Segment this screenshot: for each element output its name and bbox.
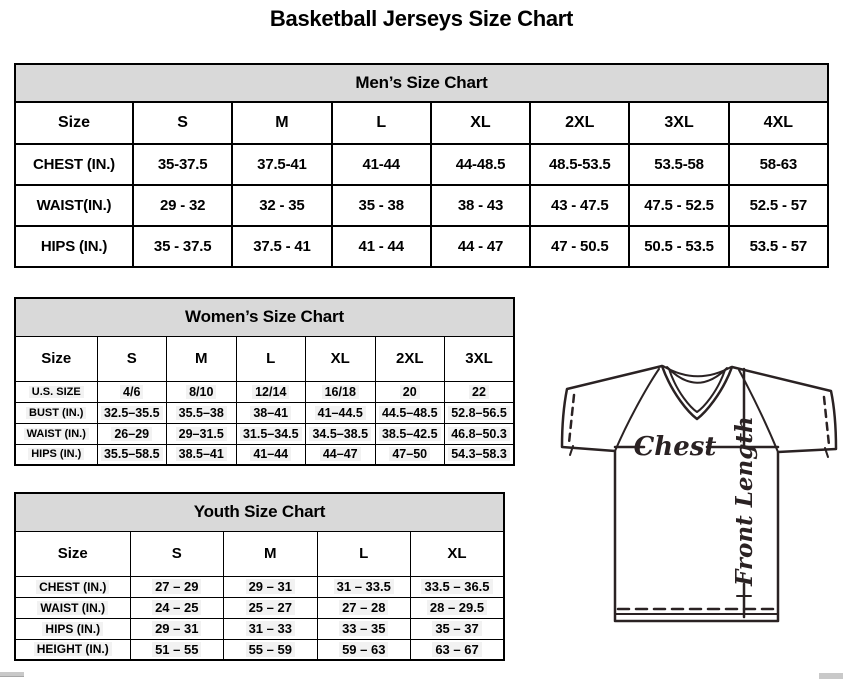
- size-cell: [445, 444, 515, 465]
- size-cell: [445, 402, 515, 423]
- size-cell: [232, 144, 331, 185]
- size-cell: [224, 576, 318, 597]
- column-header: [332, 102, 431, 144]
- size-cell: [375, 444, 445, 465]
- size-cell: [167, 444, 237, 465]
- size-cell: [130, 597, 224, 618]
- column-header: [130, 531, 224, 576]
- column-header: [224, 531, 318, 576]
- page-title: Basketball Jerseys Size Chart: [269, 6, 574, 31]
- size-cell-text: 47.5 - 52.5: [644, 197, 714, 214]
- size-cell: [133, 226, 232, 267]
- column-header: [236, 336, 306, 381]
- size-cell: [306, 402, 376, 423]
- row-label: [15, 597, 130, 618]
- size-cell: [236, 381, 306, 402]
- size-cell: [375, 423, 445, 444]
- table-title: [15, 64, 828, 102]
- size-cell: [332, 226, 431, 267]
- row-label: [15, 185, 133, 226]
- size-cell-text: 41 - 44: [358, 238, 404, 255]
- size-cell-text: 26–29: [111, 427, 152, 441]
- table-title-text: Women’s Size Chart: [185, 307, 344, 327]
- size-cell: [133, 144, 232, 185]
- size-cell-text: 52.8–56.5: [448, 406, 510, 420]
- size-cell-text: 35 - 37.5: [153, 238, 212, 255]
- size-cell-text: 46.8–50.3: [448, 427, 510, 441]
- size-cell: [629, 226, 728, 267]
- size-cell-text: 31 – 33.5: [334, 579, 394, 594]
- size-corner-header-text: Size: [57, 114, 90, 131]
- size-corner-header: [15, 531, 130, 576]
- column-header-text: 2XL: [565, 114, 595, 131]
- size-cell: [232, 185, 331, 226]
- column-header-text: 3XL: [664, 114, 694, 131]
- size-cell-text: 35.5–38: [176, 406, 227, 420]
- size-cell-text: 33 – 35: [339, 621, 388, 636]
- table-row: [15, 576, 504, 597]
- column-header: [306, 336, 376, 381]
- column-header: [133, 102, 232, 144]
- size-cell: [375, 402, 445, 423]
- row-label: [15, 381, 97, 402]
- size-cell-text: 48.5-53.5: [548, 156, 611, 173]
- size-cell-text: 27 – 29: [152, 579, 201, 594]
- size-cell-text: 58-63: [759, 156, 798, 173]
- column-header-text: S: [126, 350, 137, 367]
- size-cell-text: 44 - 47: [457, 238, 504, 255]
- row-label: [15, 423, 97, 444]
- size-cell-text: 22: [469, 385, 489, 399]
- size-cell-text: 51 – 55: [152, 642, 201, 657]
- table-row: [15, 639, 504, 660]
- table-title-row: [15, 298, 514, 336]
- column-header-text: S: [171, 545, 182, 562]
- size-cell-text: 38 - 43: [457, 197, 504, 214]
- size-cell: [530, 144, 629, 185]
- size-corner-header: [15, 102, 133, 144]
- row-label-text: WAIST(IN.): [36, 197, 112, 214]
- size-cell: [629, 144, 728, 185]
- size-cell-text: 47 - 50.5: [551, 238, 609, 255]
- size-cell: [224, 597, 318, 618]
- horizontal-scrollbar-right-fragment[interactable]: [819, 673, 843, 679]
- size-cell: [232, 226, 331, 267]
- column-header: [530, 102, 629, 144]
- row-label-text: U.S. SIZE: [29, 386, 84, 398]
- chest-label: Chest: [633, 432, 717, 462]
- size-cell-text: 59 – 63: [339, 642, 388, 657]
- column-header: [97, 336, 167, 381]
- size-cell-text: 35.5–58.5: [101, 447, 163, 461]
- column-header-text: 4XL: [763, 114, 794, 131]
- size-cell-text: 25 – 27: [246, 600, 295, 615]
- row-label: [15, 226, 133, 267]
- table-title-text: Youth Size Chart: [193, 502, 326, 522]
- size-cell: [411, 597, 505, 618]
- size-cell-text: 41–44.5: [315, 406, 366, 420]
- size-cell-text: 43 - 47.5: [551, 197, 609, 214]
- mens-size-table: [14, 63, 829, 268]
- column-header: [375, 336, 445, 381]
- size-cell: [306, 381, 376, 402]
- row-label-text: HEIGHT (IN.): [34, 642, 112, 656]
- size-cell-text: 52.5 - 57: [749, 197, 808, 214]
- table-row: [15, 618, 504, 639]
- column-header: [167, 336, 237, 381]
- size-cell-text: 29 – 31: [246, 579, 295, 594]
- row-label-text: HIPS (IN.): [42, 622, 103, 636]
- table-row: [15, 381, 514, 402]
- row-label: [15, 444, 97, 465]
- size-cell: [224, 618, 318, 639]
- size-cell: [317, 597, 411, 618]
- size-cell: [97, 423, 167, 444]
- size-cell-text: 37.5-41: [257, 156, 307, 173]
- table-header-row: [15, 336, 514, 381]
- size-cell-text: 44-48.5: [455, 156, 506, 173]
- size-cell: [530, 185, 629, 226]
- table-row: [15, 185, 828, 226]
- table-title-row: [15, 493, 504, 531]
- size-cell: [411, 576, 505, 597]
- size-cell: [97, 402, 167, 423]
- size-cell: [306, 444, 376, 465]
- size-cell: [236, 444, 306, 465]
- size-cell: [167, 381, 237, 402]
- womens-size-table: [14, 297, 515, 466]
- size-cell-text: 29–31.5: [176, 427, 227, 441]
- size-cell-text: 37.5 - 41: [253, 238, 311, 255]
- column-header-text: 2XL: [395, 350, 424, 367]
- column-header: [729, 102, 828, 144]
- size-corner-header-text: Size: [57, 545, 88, 562]
- size-cell: [411, 618, 505, 639]
- size-cell: [306, 423, 376, 444]
- size-cell-text: 63 – 67: [432, 642, 481, 657]
- column-header-text: XL: [330, 350, 350, 367]
- size-cell: [431, 144, 530, 185]
- table-row: [15, 444, 514, 465]
- size-cell: [167, 402, 237, 423]
- collar-back-arc-inner: [667, 367, 727, 383]
- column-header-text: M: [264, 545, 277, 562]
- size-cell-text: 31 – 33: [246, 621, 295, 636]
- size-cell: [130, 639, 224, 660]
- size-cell: [317, 618, 411, 639]
- column-header-text: L: [359, 545, 369, 562]
- size-cell-text: 53.5 - 57: [749, 238, 808, 255]
- size-cell-text: 35 - 38: [358, 197, 404, 214]
- size-corner-header-text: Size: [41, 350, 72, 367]
- size-cell-text: 27 – 28: [339, 600, 388, 615]
- column-header-text: M: [275, 114, 289, 131]
- size-cell: [167, 423, 237, 444]
- size-cell-text: 35-37.5: [157, 156, 208, 173]
- size-cell-text: 34.5–38.5: [309, 427, 371, 441]
- size-cell-text: 20: [400, 385, 420, 399]
- row-label-text: CHEST (IN.): [36, 580, 109, 594]
- table-row: [15, 402, 514, 423]
- row-label-text: WAIST (IN.): [37, 601, 108, 615]
- table-title: [15, 298, 514, 336]
- row-label-text: BUST (IN.): [26, 407, 86, 419]
- size-cell: [530, 226, 629, 267]
- table-title-row: [15, 64, 828, 102]
- size-cell-text: 44.5–48.5: [379, 406, 441, 420]
- size-cell: [133, 185, 232, 226]
- column-header: [411, 531, 505, 576]
- column-header-text: S: [177, 114, 188, 131]
- size-cell: [332, 144, 431, 185]
- column-header-text: L: [376, 114, 387, 131]
- row-label: [15, 402, 97, 423]
- column-header-text: XL: [470, 114, 491, 131]
- size-cell: [431, 226, 530, 267]
- jersey-diagram: [554, 358, 843, 640]
- size-cell-text: 54.3–58.3: [448, 447, 510, 461]
- row-label-text: WAIST (IN.): [24, 428, 89, 440]
- size-cell-text: 38–41: [250, 406, 291, 420]
- size-cell: [97, 444, 167, 465]
- row-label: [15, 144, 133, 185]
- size-cell-text: 41-44: [362, 156, 400, 173]
- table-header-row: [15, 531, 504, 576]
- size-cell: [431, 185, 530, 226]
- size-cell-text: 38.5–41: [176, 447, 227, 461]
- size-cell-text: 4/6: [120, 385, 143, 399]
- size-cell-text: 16/18: [322, 385, 359, 399]
- size-cell-text: 35 – 37: [432, 621, 481, 636]
- column-header: [445, 336, 515, 381]
- youth-size-table: [14, 492, 505, 661]
- size-cell: [224, 639, 318, 660]
- size-cell-text: 24 – 25: [152, 600, 201, 615]
- table-row: [15, 144, 828, 185]
- size-cell: [332, 185, 431, 226]
- horizontal-scrollbar-left-fragment[interactable]: [0, 672, 24, 677]
- size-cell-text: 29 – 31: [152, 621, 201, 636]
- size-cell: [130, 618, 224, 639]
- left-cuff-dashes: [569, 395, 574, 443]
- row-label: [15, 576, 130, 597]
- row-label-text: HIPS (IN.): [40, 238, 108, 255]
- table-title: [15, 493, 504, 531]
- size-cell: [236, 402, 306, 423]
- size-cell: [97, 381, 167, 402]
- size-cell: [729, 226, 828, 267]
- size-cell-text: 53.5-58: [654, 156, 704, 173]
- size-cell-text: 50.5 - 53.5: [644, 238, 714, 255]
- table-row: [15, 597, 504, 618]
- column-header: [317, 531, 411, 576]
- column-header-text: L: [266, 350, 276, 367]
- row-label: [15, 639, 130, 660]
- row-label-text: CHEST (IN.): [33, 156, 115, 173]
- size-cell: [729, 185, 828, 226]
- size-cell-text: 44–47: [320, 447, 361, 461]
- size-cell-text: 31.5–34.5: [240, 427, 302, 441]
- size-cell-text: 32.5–35.5: [101, 406, 163, 420]
- size-cell-text: 47–50: [389, 447, 430, 461]
- column-header-text: M: [195, 350, 208, 367]
- table-row: [15, 226, 828, 267]
- column-header: [431, 102, 530, 144]
- jersey-outline: [562, 366, 836, 621]
- size-cell: [411, 639, 505, 660]
- size-cell: [375, 381, 445, 402]
- row-label-text: HIPS (IN.): [28, 448, 84, 460]
- table-header-row: [15, 102, 828, 144]
- size-cell-text: 41–44: [250, 447, 291, 461]
- size-cell-text: 12/14: [252, 385, 289, 399]
- size-cell: [317, 576, 411, 597]
- column-header-text: 3XL: [465, 350, 493, 367]
- size-cell: [130, 576, 224, 597]
- size-cell: [317, 639, 411, 660]
- size-cell-text: 28 – 29.5: [427, 600, 487, 615]
- size-cell: [445, 381, 515, 402]
- table-title-text: Men’s Size Chart: [355, 73, 488, 92]
- table-row: [15, 423, 514, 444]
- column-header: [232, 102, 331, 144]
- size-cell-text: 32 - 35: [259, 197, 305, 214]
- size-cell: [629, 185, 728, 226]
- row-label: [15, 618, 130, 639]
- size-cell-text: 55 – 59: [246, 642, 295, 657]
- column-header: [629, 102, 728, 144]
- size-cell-text: 29 - 32: [159, 197, 206, 214]
- size-cell-text: 38.5–42.5: [379, 427, 441, 441]
- size-corner-header: [15, 336, 97, 381]
- size-cell: [445, 423, 515, 444]
- size-cell-text: 33.5 – 36.5: [421, 579, 492, 594]
- right-cuff-dashes: [824, 397, 829, 445]
- front-length-label: Front Length: [731, 416, 758, 586]
- size-cell: [236, 423, 306, 444]
- column-header-text: XL: [447, 545, 467, 562]
- size-cell-text: 8/10: [186, 385, 216, 399]
- size-cell: [729, 144, 828, 185]
